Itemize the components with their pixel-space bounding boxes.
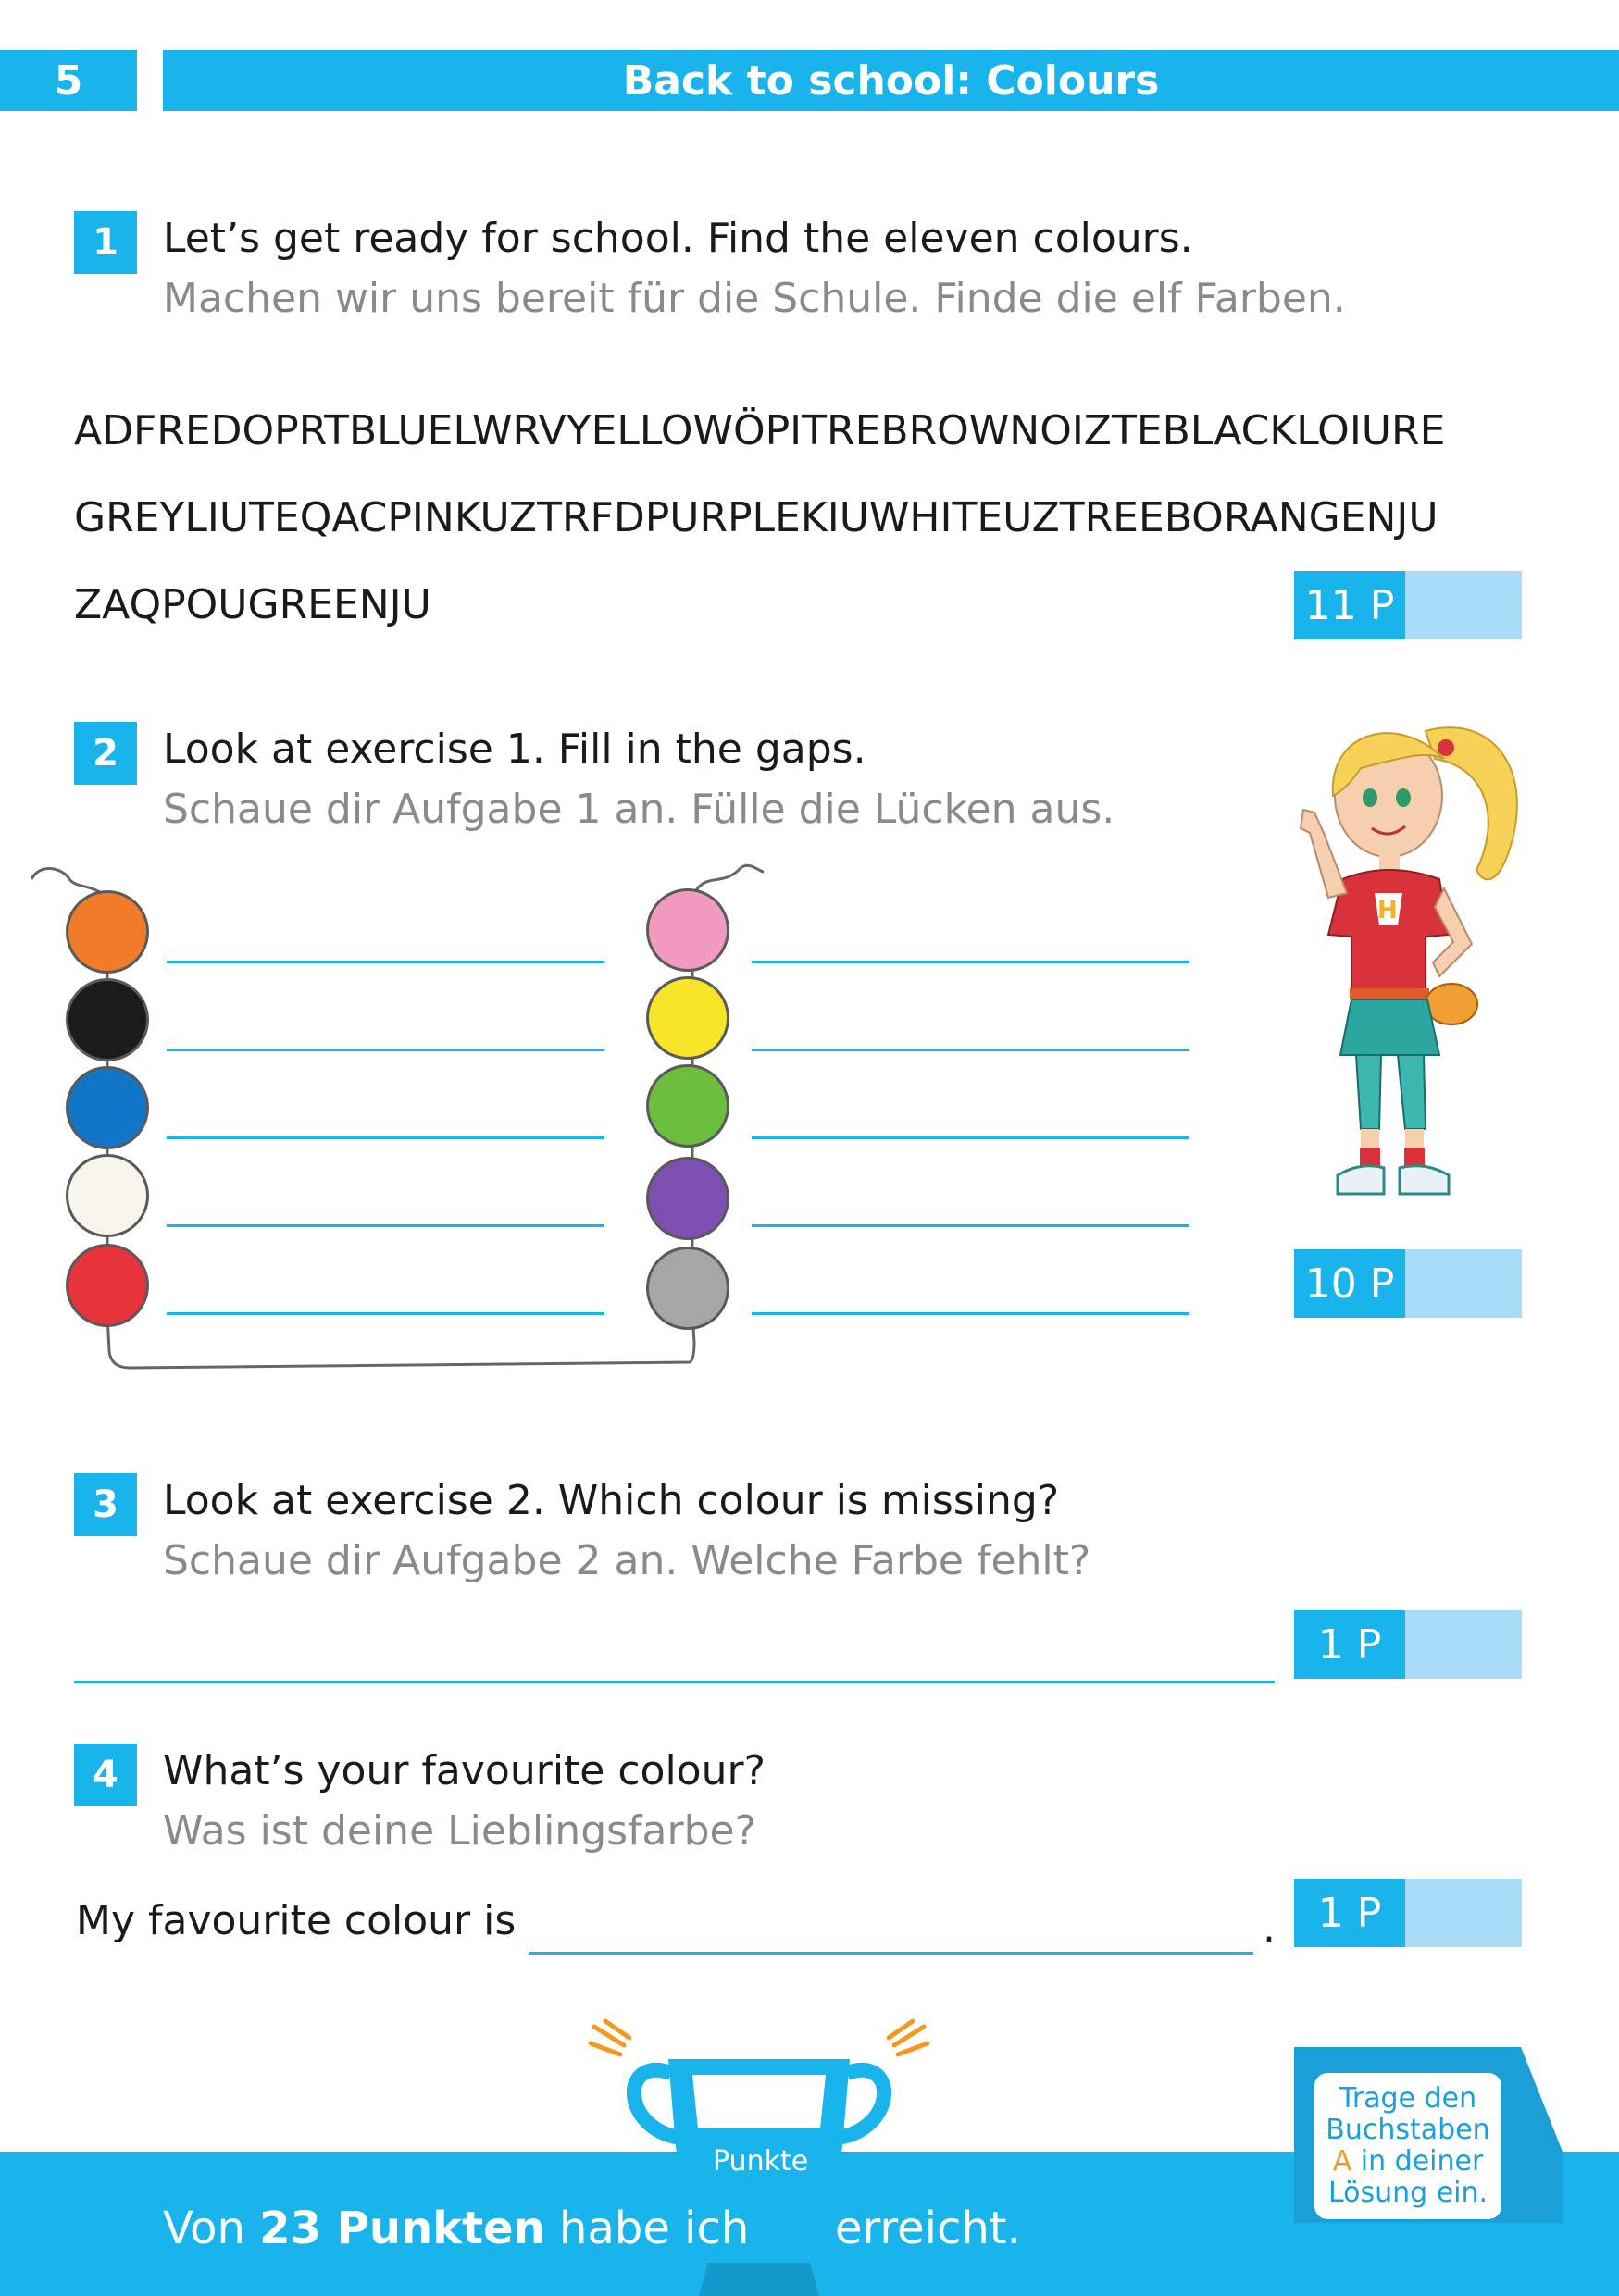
bead-pink (646, 888, 729, 972)
word-puzzle-line-1: ADFREDOPRTBLUELWRVYELLOWÖPITREBROWNOIZTEBLACKLOIURE (74, 407, 1446, 454)
exercise-2-question-de: Schaue dir Aufgabe 1 an. Fülle die Lücken aus. (163, 786, 1115, 833)
exercise-4-question-en: What’s your favourite colour? (163, 1747, 766, 1794)
exercise-4-period: . (1263, 1905, 1276, 1952)
exercise-3-number: 3 (74, 1473, 137, 1536)
footer-sentence-end: erreicht. (835, 2203, 1021, 2254)
points-label: 10 P (1294, 1249, 1405, 1318)
word-puzzle-line-3: ZAQPOUGREENJU (74, 581, 431, 628)
footer-bold: 23 Punkten (259, 2203, 545, 2254)
note-line-2: Buchstaben (1326, 2114, 1490, 2146)
answer-line-yellow[interactable] (752, 1049, 1189, 1051)
points-entry[interactable] (1405, 1610, 1522, 1679)
footer-pre: Von (163, 2203, 260, 2254)
bead-white (66, 1154, 149, 1237)
exercise-1-question-de: Machen wir uns bereit für die Schule. Finde die elf Farben. (163, 275, 1346, 322)
exercise-1-number: 1 (74, 211, 137, 274)
exercise-4-answer-line[interactable] (529, 1952, 1253, 1955)
solution-note (1314, 2073, 1501, 2219)
note-letter: A (1332, 2145, 1352, 2178)
points-label: 11 P (1294, 571, 1405, 639)
note-line-1: Trage den (1339, 2082, 1477, 2115)
exercise-4-prompt: My favourite colour is (76, 1897, 517, 1944)
answer-line-grey[interactable] (752, 1312, 1189, 1315)
points-entry[interactable] (1405, 1879, 1522, 1947)
exercise-2-number: 2 (74, 722, 137, 785)
bead-blue (66, 1066, 149, 1149)
exercise-2-question-en: Look at exercise 1. Fill in the gaps. (163, 726, 866, 773)
answer-line-black[interactable] (167, 1049, 604, 1051)
footer-mid: habe ich (544, 2203, 750, 2254)
answer-line-red[interactable] (167, 1312, 604, 1315)
bead-red (66, 1244, 149, 1327)
points-entry[interactable] (1405, 571, 1522, 639)
answer-line-white[interactable] (167, 1224, 604, 1227)
svg-text:H: H (1377, 897, 1398, 925)
exercise-3-question-de: Schaue dir Aufgabe 2 an. Welche Farbe fehlt? (163, 1537, 1091, 1584)
bead-yellow (646, 976, 729, 1060)
bead-green (646, 1064, 729, 1148)
answer-line-orange[interactable] (167, 961, 604, 963)
exercise-2-points-box (1294, 1249, 1522, 1318)
note-line-3-wrap (1333, 2146, 1484, 2178)
exercise-4-number: 4 (74, 1744, 137, 1806)
bead-grey (646, 1247, 729, 1330)
points-label: 1 P (1294, 1879, 1405, 1947)
note-line-3: in deiner (1351, 2145, 1484, 2178)
answer-line-blue[interactable] (167, 1136, 604, 1139)
girl-illustration (1287, 694, 1537, 1231)
page-number: 5 (0, 50, 137, 111)
points-entry[interactable] (1405, 1249, 1522, 1318)
note-line-4: Lösung ein. (1327, 2177, 1488, 2209)
exercise-1-points-box (1294, 571, 1522, 639)
footer-sentence-start (163, 2203, 749, 2254)
answer-line-green[interactable] (752, 1136, 1189, 1139)
exercise-3-question-en: Look at exercise 2. Which colour is missing? (163, 1477, 1060, 1524)
answer-line-purple[interactable] (752, 1224, 1189, 1227)
exercise-1-question-en: Let’s get ready for school. Find the eleven colours. (163, 215, 1193, 262)
bead-orange (66, 890, 149, 974)
trophy-label: Punkte (713, 2145, 809, 2178)
page-title: Back to school: Colours (163, 50, 1619, 111)
answer-line-pink[interactable] (752, 961, 1189, 963)
exercise-4-question-de: Was ist deine Lieblingsfarbe? (163, 1807, 756, 1855)
bead-black (66, 978, 149, 1061)
word-puzzle-line-2: GREYLIUTEQACPINKUZTRFDPURPLEKIUWHITEUZTREEBORANGENJU (74, 494, 1438, 541)
bead-purple (646, 1157, 729, 1240)
exercise-3-points-box (1294, 1610, 1522, 1679)
points-label: 1 P (1294, 1610, 1405, 1679)
exercise-4-points-box (1294, 1879, 1522, 1947)
exercise-3-answer-line[interactable] (74, 1681, 1275, 1683)
